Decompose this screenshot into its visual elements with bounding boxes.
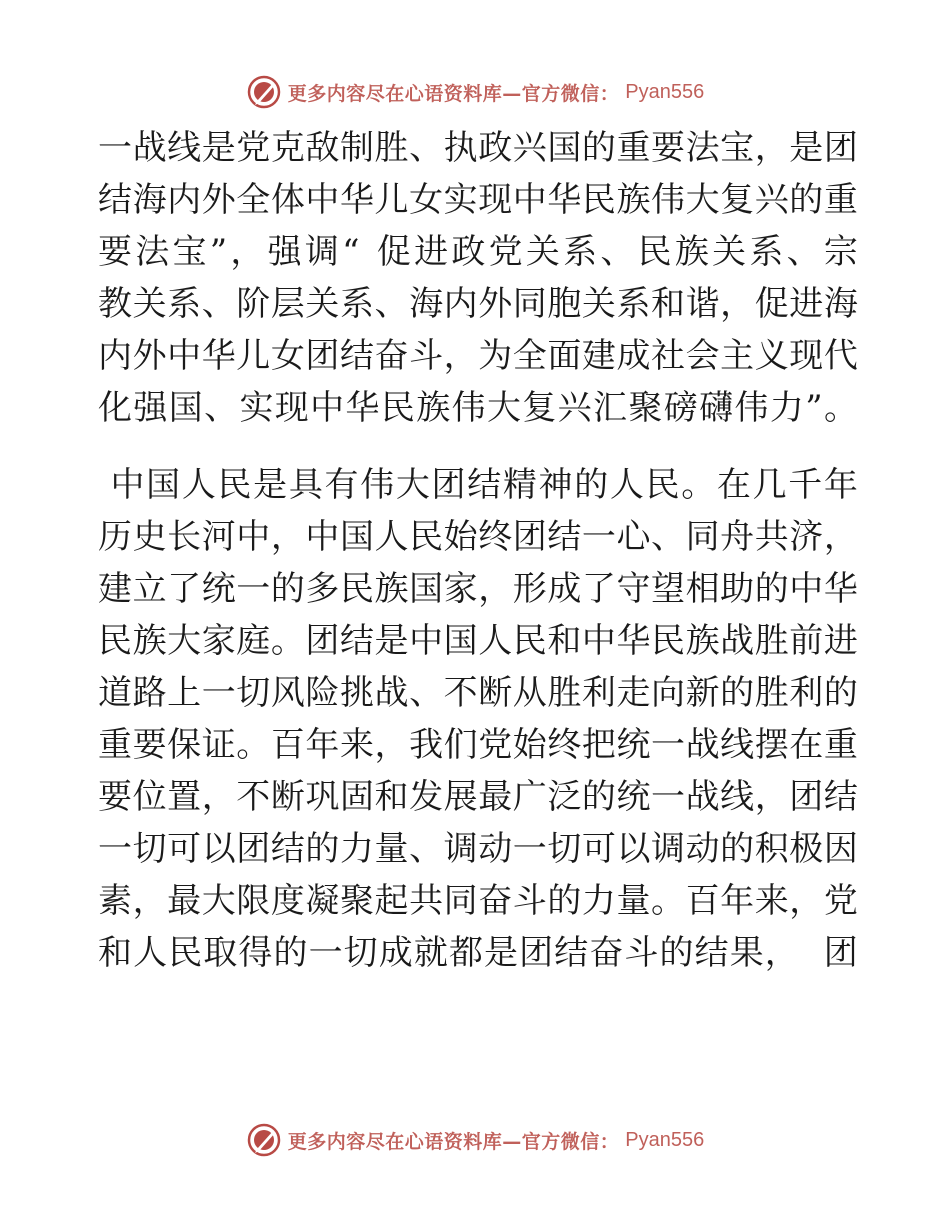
text-line: 和 人 民 取 得 的 一 切 成 就 都 是 团 结 奋 斗 的 结 果 ， 团 — [98, 933, 858, 973]
header-banner — [0, 70, 950, 114]
text-line: 一 战 线 是 党 克 敌 制 胜 、 执 政 兴 国 的 重 要 法 宝 ， 是 团 — [98, 128, 858, 168]
pen-logo-icon — [246, 74, 282, 110]
pen-logo-icon — [246, 1122, 282, 1158]
document-body — [98, 122, 858, 979]
text-line: 教 关 系 、 阶 层 关 系 、 海 内 外 同 胞 关 系 和 谐 ， 促 进 海 — [98, 284, 858, 324]
paragraph — [98, 122, 858, 434]
text-line: 一 切 可 以 团 结 的 力 量 、 调 动 一 切 可 以 调 动 的 积 极 因 — [98, 829, 858, 869]
text-line: 民 族 大 家 庭 。 团 结 是 中 国 人 民 和 中 华 民 族 战 胜 前 进 — [98, 621, 858, 661]
header-banner-id: Pyan556 — [625, 80, 705, 103]
text-line: 要 位 置 ， 不 断 巩 固 和 发 展 最 广 泛 的 统 一 战 线 ， 团 结 — [98, 777, 858, 817]
text-line: 历 史 长 河 中 ， 中 国 人 民 始 终 团 结 一 心 、 同 舟 共 济 ， — [98, 517, 858, 557]
paragraph — [98, 459, 858, 979]
text-line: 重 要 保 证 。 百 年 来 ， 我 们 党 始 终 把 统 一 战 线 摆 在 重 — [98, 725, 858, 765]
text-line: 化 强 国 、 实 现 中 华 民 族 伟 大 复 兴 汇 聚 磅 礴 伟 力 ” 。 — [98, 388, 858, 428]
text-line: 要 法 宝 ” ， 强 调 “ 促 进 政 党 关 系 、 民 族 关 系 、 宗 — [98, 232, 858, 272]
text-line: 中 国 人 民 是 具 有 伟 大 团 结 精 神 的 人 民 。 在 几 千 年 — [110, 465, 858, 505]
header-banner-text: 更多内容尽在心语资料库—官方微信： — [287, 82, 620, 105]
footer-banner-id: Pyan556 — [625, 1128, 705, 1151]
text-line: 建 立 了 统 一 的 多 民 族 国 家 ， 形 成 了 守 望 相 助 的 中 华 — [98, 569, 858, 609]
footer-banner-text: 更多内容尽在心语资料库—官方微信： — [287, 1130, 620, 1153]
text-line: 素 ， 最 大 限 度 凝 聚 起 共 同 奋 斗 的 力 量 。 百 年 来 ， 党 — [98, 881, 858, 921]
footer-banner — [0, 1118, 950, 1162]
text-line: 内 外 中 华 儿 女 团 结 奋 斗 ， 为 全 面 建 成 社 会 主 义 现 代 — [98, 336, 858, 376]
text-line: 结 海 内 外 全 体 中 华 儿 女 实 现 中 华 民 族 伟 大 复 兴 的 重 — [98, 180, 858, 220]
text-line: 道 路 上 一 切 风 险 挑 战 、 不 断 从 胜 利 走 向 新 的 胜 利 的 — [98, 673, 858, 713]
